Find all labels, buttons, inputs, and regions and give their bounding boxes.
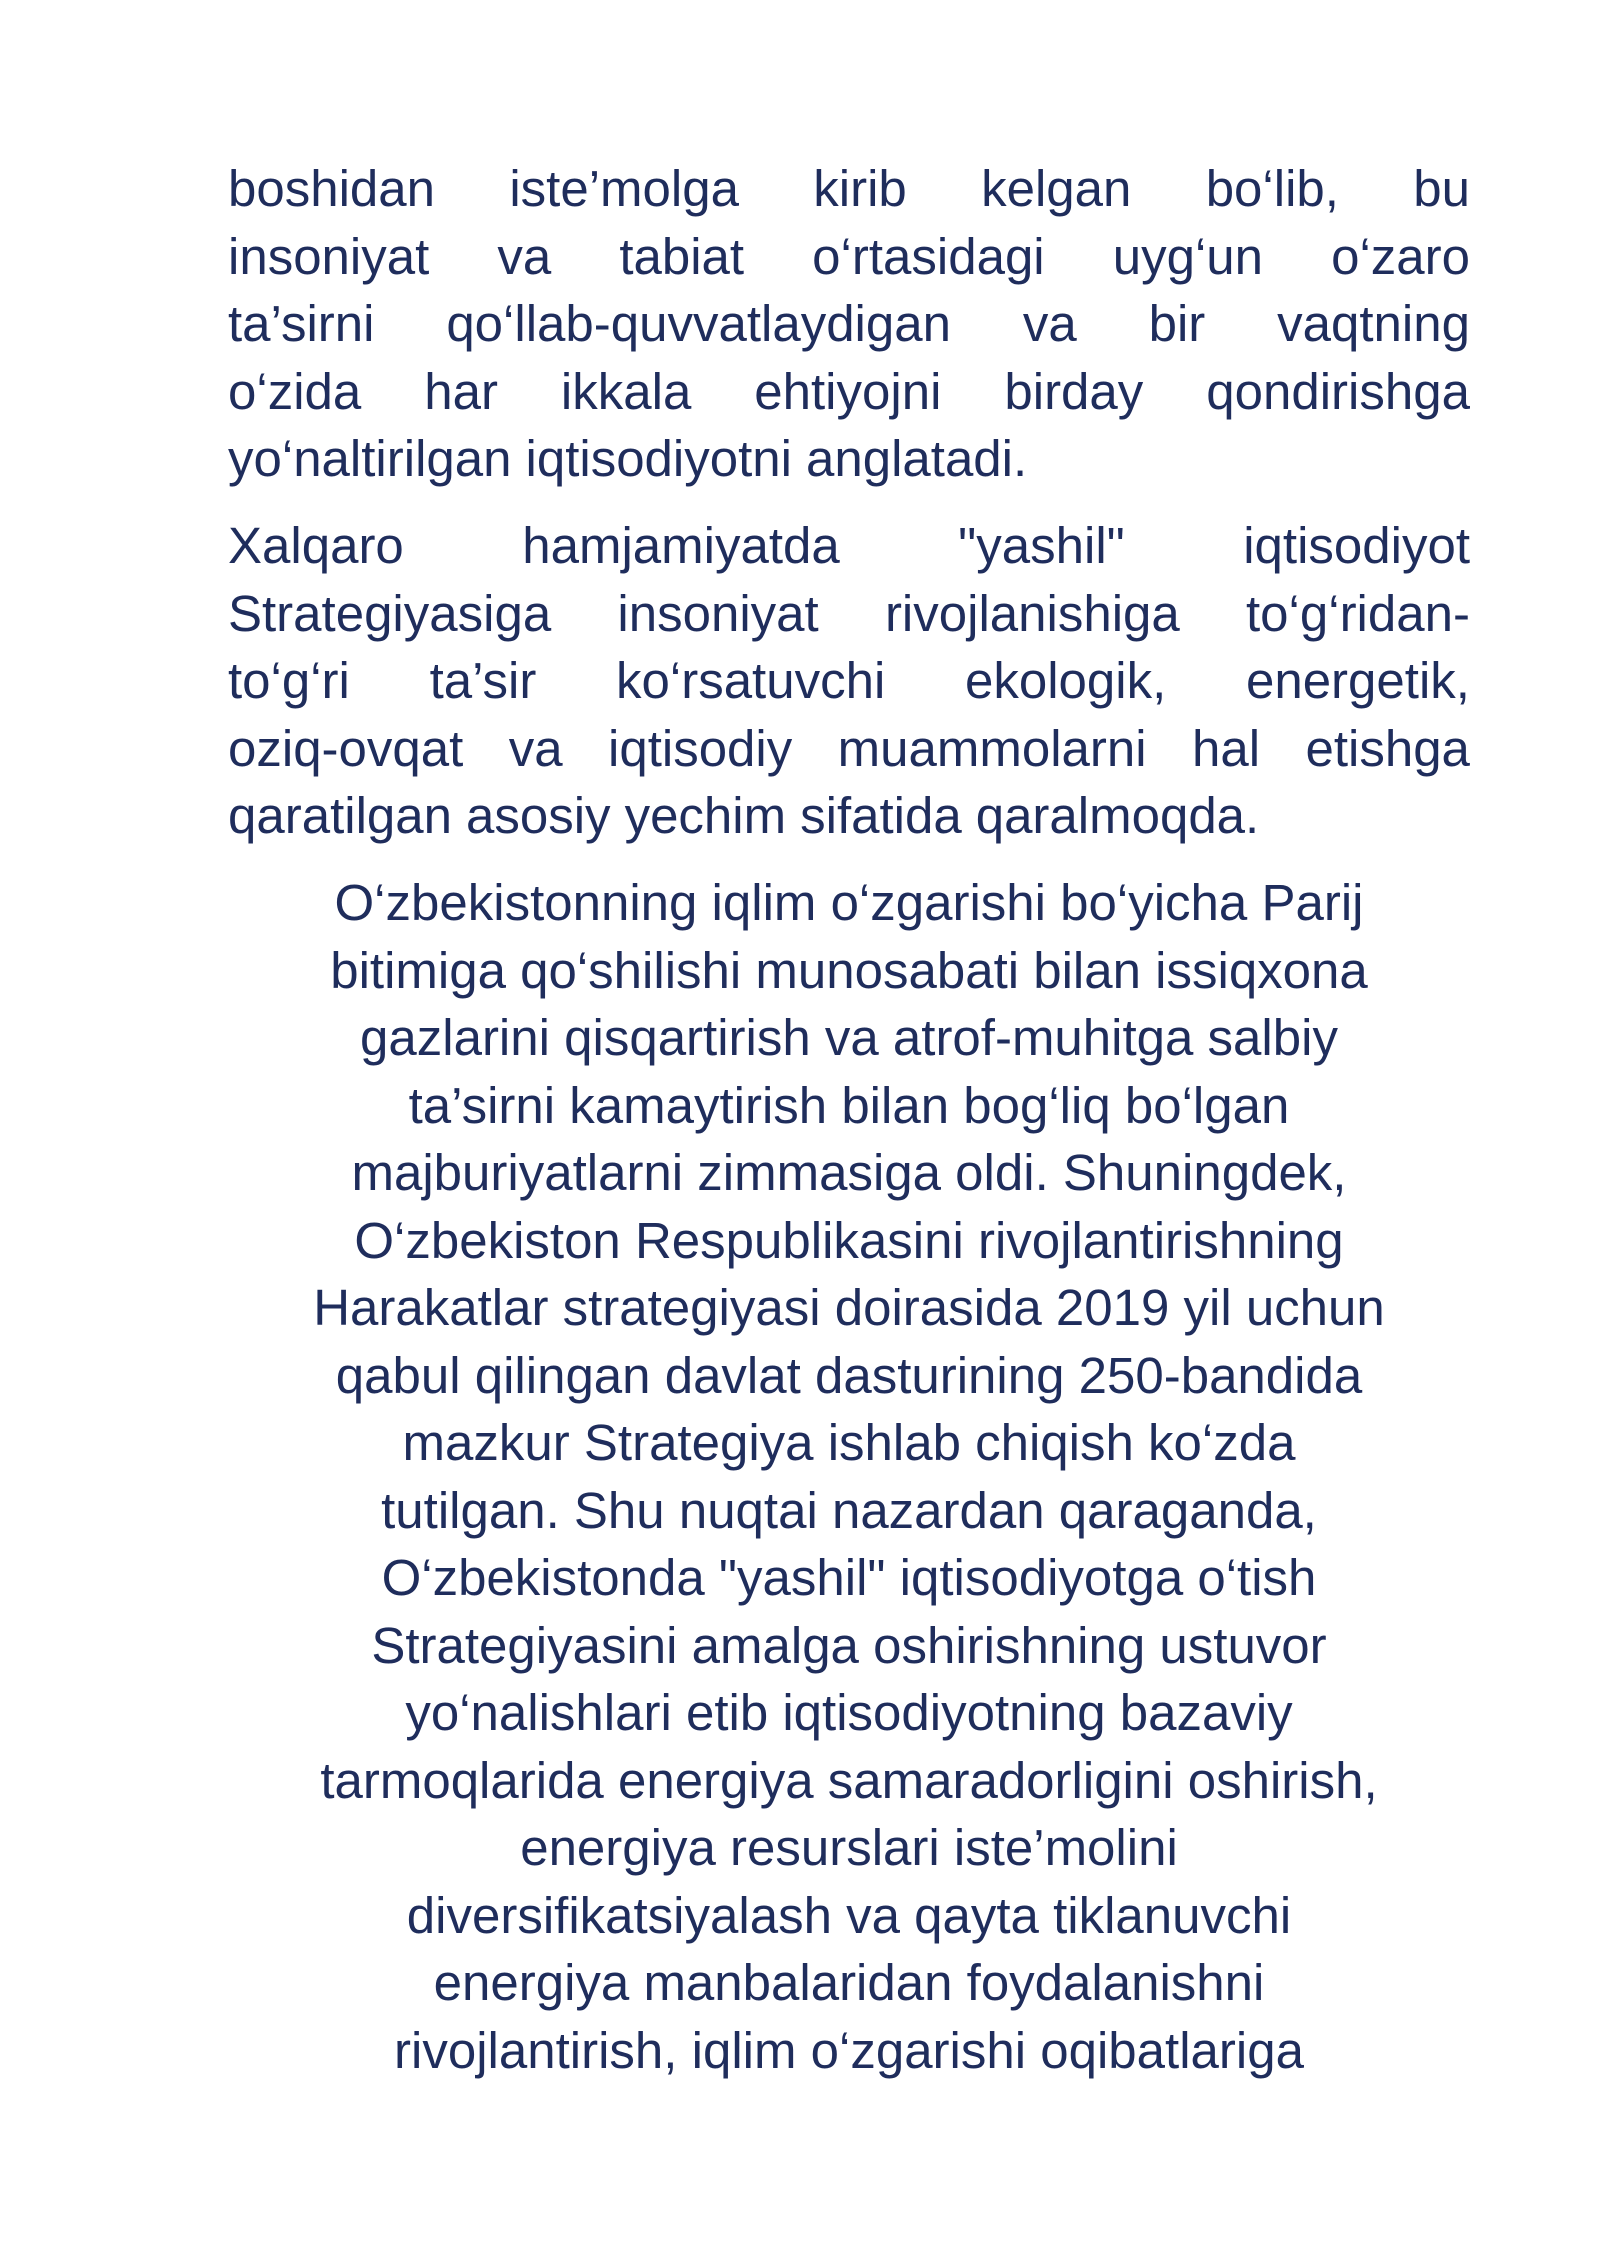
word: sifatida — [800, 787, 962, 844]
word: boshidan — [228, 160, 436, 217]
word: iqtisodiyotni — [525, 430, 792, 487]
word: to‘g‘ri — [228, 652, 350, 709]
word: qaratilgan — [228, 787, 452, 844]
word: iqtisodiy — [608, 719, 793, 777]
text-line: O‘zbekistonning iqlim o‘zgarishi bo‘yicha Parij — [334, 874, 1364, 931]
word: bu — [1413, 160, 1470, 217]
word: tabiat — [619, 227, 745, 285]
text-line — [228, 782, 1470, 850]
word: insoniyat — [617, 584, 819, 642]
word: energetik, — [1245, 652, 1470, 709]
word: etishga — [1305, 719, 1470, 777]
text-line — [228, 715, 1470, 783]
word: bir — [1148, 295, 1206, 352]
text-line: energiya resurslari iste’molini — [520, 1819, 1178, 1876]
text-line — [228, 425, 1470, 493]
text-line — [228, 358, 1470, 426]
word: ta’sir — [429, 652, 537, 709]
paragraph-international-community — [228, 512, 1470, 850]
text-line — [228, 512, 1470, 580]
text-line: rivojlantirish, iqlim o‘zgarishi oqibatlariga — [394, 2021, 1304, 2079]
text-line: Strategiyasini amalga oshirishning ustuvor — [371, 1616, 1327, 1674]
word: vaqtning — [1277, 295, 1470, 352]
word: kirib — [813, 160, 907, 217]
text-line: diversifikatsiyalash va qayta tiklanuvchi — [406, 1886, 1292, 1944]
word: muammolarni — [837, 719, 1147, 777]
text-line — [228, 580, 1470, 648]
text-line: Harakatlar strategiyasi doirasida 2019 yil uchun — [313, 1279, 1385, 1336]
word: yo‘naltirilgan — [228, 430, 512, 487]
word: kelgan — [981, 160, 1132, 217]
word: o‘zida — [228, 362, 362, 420]
text-line: gazlarini qisqartirish va atrof-muhitga salbiy — [360, 1009, 1338, 1066]
word: iste’molga — [509, 160, 739, 217]
word: bo‘lib, — [1205, 160, 1339, 217]
word: hamjamiyatda — [522, 517, 840, 574]
word: uyg‘un — [1112, 227, 1264, 285]
text-line — [228, 647, 1470, 715]
word: ehtiyojni — [754, 362, 942, 420]
paragraph-green-economy-definition — [228, 155, 1470, 493]
word: o‘rtasidagi — [812, 227, 1045, 285]
text-line — [228, 223, 1470, 291]
text-line: yo‘nalishlari etib iqtisodiyotning bazaviy — [405, 1684, 1293, 1741]
word: yechim — [624, 787, 787, 844]
word: iqtisodiyot — [1243, 517, 1470, 574]
word: hal — [1192, 719, 1261, 777]
word: Xalqaro — [228, 517, 404, 574]
word: qaralmoqda. — [975, 787, 1260, 844]
text-line: ta’sirni kamaytirish bilan bog‘liq bo‘lgan — [408, 1076, 1290, 1134]
word: qondirishga — [1206, 362, 1470, 420]
word: "yashil" — [958, 517, 1125, 574]
word: va — [508, 719, 563, 777]
word: insoniyat — [228, 227, 430, 285]
word: ikkala — [560, 362, 692, 420]
word: va — [497, 227, 552, 285]
word: har — [424, 362, 498, 420]
text-line — [228, 290, 1470, 358]
word: qo‘llab-quvvatlaydigan — [446, 295, 951, 352]
text-line: O‘zbekistonda "yashil" iqtisodiyotga o‘tish — [381, 1549, 1317, 1606]
word: to‘g‘ridan- — [1246, 584, 1470, 642]
word: ekologik, — [964, 652, 1167, 709]
text-line: tutilgan. Shu nuqtai nazardan qaraganda, — [381, 1481, 1317, 1539]
word: va — [1022, 295, 1077, 352]
word: Strategiyasiga — [228, 584, 552, 642]
word: o‘zaro — [1331, 227, 1470, 285]
word: ta’sirni — [228, 295, 375, 352]
word: rivojlanishiga — [884, 584, 1180, 642]
word: anglatadi. — [805, 430, 1028, 487]
text-line: mazkur Strategiya ishlab chiqish ko‘zda — [402, 1414, 1296, 1471]
paragraph-uzbekistan-paris-agreement — [228, 869, 1470, 2084]
word: ko‘rsatuvchi — [616, 652, 886, 709]
text-line: energiya manbalaridan foydalanishni — [433, 1954, 1265, 2011]
word: asosiy — [466, 787, 611, 844]
word: birday — [1004, 362, 1144, 420]
text-line: qabul qilingan davlat dasturining 250-bandida — [335, 1346, 1363, 1404]
text-line: majburiyatlarni zimmasiga oldi. Shuningdek, — [351, 1144, 1347, 1201]
text-line: O‘zbekiston Respublikasini rivojlantirishning — [354, 1211, 1344, 1269]
text-line: bitimiga qo‘shilishi munosabati bilan issiqxona — [330, 941, 1368, 999]
text-line: tarmoqlarida energiya samaradorligini oshirish, — [320, 1751, 1378, 1809]
word: oziq-ovqat — [228, 719, 464, 777]
text-line — [228, 155, 1470, 223]
